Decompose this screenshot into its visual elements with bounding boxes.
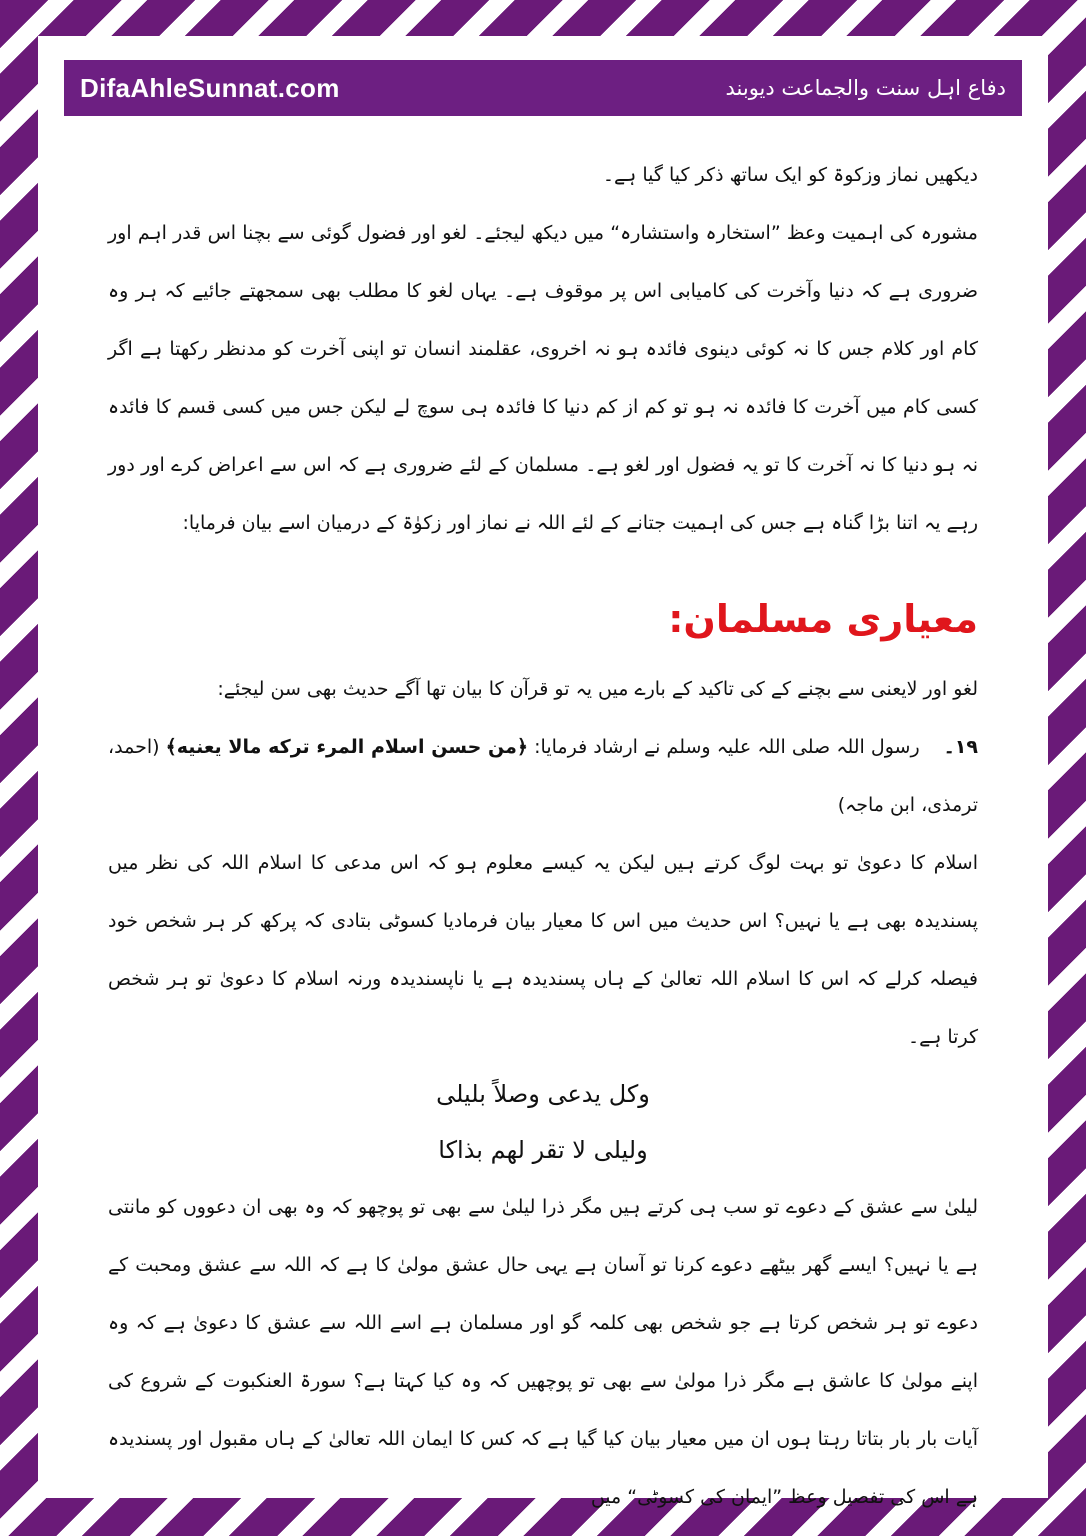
paragraph: لیلیٰ سے عشق کے دعوے تو سب ہی کرتے ہیں مگر ذرا لیلیٰ سے بھی تو پوچھو کہ وہ بھی ان دعووں کو مانتی ہے یا نہیں؟ ایسے گھر بیٹھے دعوے کرنا تو آسان ہے یہی حال عشق مولیٰ کا ہے کہ اللہ سے عشق ومحبت کے دعوے تو ہر شخص کرتا ہے جو شخص بھی کلمہ گو اور مسلمان ہے اسے اللہ سے عشق کا دعویٰ ہے کہ وہ اپنے مولیٰ کا عاشق ہے مگر ذرا مولیٰ سے بھی تو پوچھیں کہ وہ کیا کہتا ہے؟ سورۃ العنکبوت کے شروع کی آیات بار بار بتاتا رہتا ہوں ان میں معیار بیان کیا گیا ہے کہ کس کا ایمان اللہ تعالیٰ کے ہاں مقبول اور پسندیدہ ہے اس کی تفصیل وعظ ”ایمان کی کسوٹی“ میں [108,1196,978,1508]
section-heading: معیاری مسلمان: [668,597,978,641]
page [38,36,1048,1508]
paragraph: اسلام کا دعویٰ تو بہت لوگ کرتے ہیں لیکن یہ کیسے معلوم ہو کہ اس مدعی کا اسلام اللہ کی نظر میں پسندیدہ بھی ہے یا نہیں؟ اس حدیث میں اس کا معیار بیان فرمادیا کسوٹی بتادی کہ پرکھ کر ہر شخص خود فیصلہ کرلے کہ اس کا اسلام اللہ تعالیٰ کے ہاں پسندیدہ ہے یا ناپسندیدہ ورنہ اسلام کا دعویٰ تو ہر شخص کرتا ہے۔ [108,852,978,1048]
poetry-line: ولیلی لا تقر لھم بذاکا [438,1136,648,1164]
header-bar [64,60,1022,116]
hadith [108,718,978,834]
hadith-arabic: ﴿من حسن اسلام المرء ترکه مالا یعنیه﴾ [165,736,529,758]
document-body [108,146,978,1526]
paragraph: مشورہ کی اہمیت وعظ ”استخارہ واستشارہ“ میں دیکھ لیجئے۔ لغو اور فضول گوئی سے بچنا اس قدر اہم اور ضروری ہے کہ دنیا وآخرت کی کامیابی اس پر موقوف ہے۔ یہاں لغو کا مطلب بھی سمجھتے جائیے کہ ہر وہ کام اور کلام جس کا نہ کوئی دینوی فائدہ ہو نہ اخروی، عقلمند انسان تو اپنی آخرت کو مدنظر رکھتا ہے اگر کسی کام میں آخرت کا فائدہ نہ ہو تو کم از کم دنیا کا فائدہ ہی سوچ لے لیکن جس میں کسی قسم کا فائدہ نہ ہو دنیا کا نہ آخرت کا تو یہ فضول اور لغو ہے۔ مسلمان کے لئے ضروری ہے کہ اس سے اعراض کرے اور دور رہے یہ اتنا بڑا گناہ ہے جس کی اہمیت جتانے کے لئے اللہ نے نماز اور زکوٰۃ کے درمیان اسے بیان فرمایا: [108,222,978,534]
paragraph: دیکھیں نماز وزکوۃ کو ایک ساتھ ذکر کیا گیا ہے۔ [602,164,978,186]
hadith-number: ۱۹۔ [943,736,978,758]
site-url-link[interactable]: DifaAhleSunnat.com [80,72,340,103]
poetry-line: وکل یدعی وصلاً بلیلی [436,1080,650,1108]
header-title: دفاع اہل سنت والجماعت دیوبند [725,76,1006,100]
hadith-lead: رسول اللہ صلی اللہ علیہ وسلم نے ارشاد فرمایا: [534,736,920,758]
paragraph: لغو اور لایعنی سے بچنے کے کی تاکید کے بارے میں یہ تو قرآن کا بیان تھا آگے حدیث بھی سن لیجئے: [217,678,978,700]
hadith-reference: (احمد، ترمذی، ابن ماجہ) [108,736,978,816]
